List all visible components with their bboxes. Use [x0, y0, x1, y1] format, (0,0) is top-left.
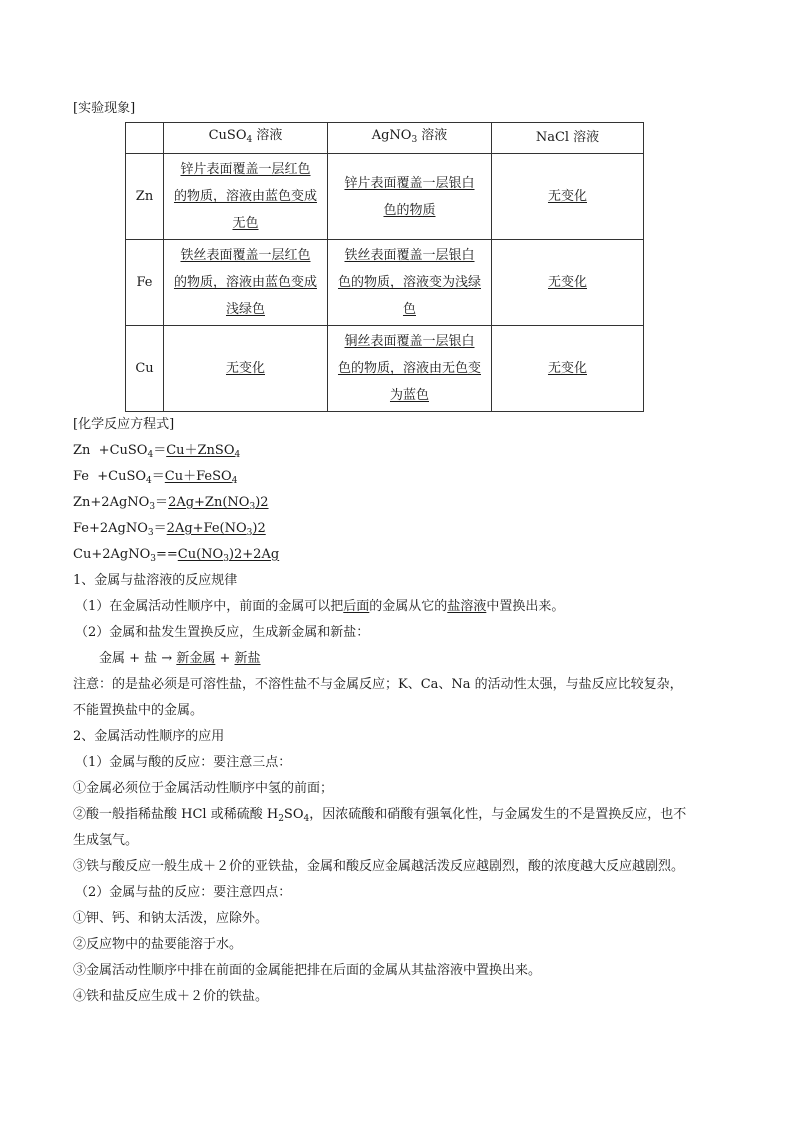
salt-heading: （2）金属与盐的反应：要注意四点： [75, 885, 292, 900]
header-cuso4: CuSO$_4$ 溶液 [164, 123, 328, 154]
section-observations: [实验现象] [73, 101, 136, 116]
application-heading: 2、金属活动性顺序的应用 [73, 729, 225, 744]
document-page [73, 96, 733, 1010]
note-line-1: 注意：的是盐必须是可溶性盐，不溶性盐不与金属反应；K、Ca、Na 的活动性太强，与盐反应比较复杂， [73, 677, 683, 692]
rule-heading: 1、金属与盐溶液的反应规律 [73, 573, 238, 588]
rule-formula: 金属 + 盐 → 新金属 + 新盐 [99, 651, 261, 666]
salt-point-1: ①钾、钙、和钠太活泼，应除外。 [73, 911, 269, 926]
equation-line: Fe +CuSO$_4$＝Cu＋FeSO$_4$ [73, 469, 238, 486]
metal-label: Fe [126, 240, 164, 326]
note-line-2: 不能置换盐中的金属。 [73, 703, 204, 718]
header-agno3: AgNO$_3$ 溶液 [328, 123, 492, 154]
table-cell: 铁丝表面覆盖一层银白 色的物质，溶液变为浅绿 色 [328, 240, 492, 326]
table-row [126, 240, 644, 326]
table-cell: 锌片表面覆盖一层红色 的物质，溶液由蓝色变成 无色 [164, 154, 328, 240]
table-cell: 无变化 [492, 240, 644, 326]
acid-point-1: ①金属必须位于金属活动性顺序中氢的前面； [73, 781, 334, 796]
rule-1: （1）在金属活动性顺序中，前面的金属可以把后面的金属从它的盐溶液中置换出来。 [75, 599, 565, 614]
equation-line: $Cu+2AgNO_3==Cu(NO_3)2+2Ag$ [73, 547, 280, 564]
observation-table [125, 122, 644, 412]
acid-point-2-cont: 生成氢气。 [73, 833, 139, 848]
equation-line: $Fe+2AgNO_3=2Ag+Fe(NO_3)2$ [73, 521, 266, 538]
salt-point-2: ②反应物中的盐要能溶于水。 [73, 937, 243, 952]
table-cell: 铁丝表面覆盖一层红色 的物质，溶液由蓝色变成 浅绿色 [164, 240, 328, 326]
equation-line: Zn +CuSO$_4$＝Cu＋ZnSO$_4$ [73, 443, 241, 460]
salt-point-3: ③金属活动性顺序中排在前面的金属能把排在后面的金属从其盐溶液中置换出来。 [73, 963, 542, 978]
table-cell: 无变化 [492, 154, 644, 240]
table-corner-cell [126, 123, 164, 154]
table-cell: 无变化 [164, 326, 328, 412]
salt-point-4: ④铁和盐反应生成＋２价的铁盐。 [73, 989, 269, 1004]
acid-point-2: ②酸一般指稀盐酸 HCl 或稀硫酸 $H_2SO_4$，因浓硫酸和硝酸有强氧化性，与金属发生的不是置换反应，也不 [73, 807, 687, 824]
table-header-row [126, 123, 644, 154]
table-cell: 无变化 [492, 326, 644, 412]
header-nacl: NaCl 溶液 [492, 123, 644, 154]
table-row [126, 326, 644, 412]
table-cell: 锌片表面覆盖一层银白 色的物质 [328, 154, 492, 240]
acid-point-3: ③铁与酸反应一般生成＋２价的亚铁盐，金属和酸反应金属越活泼反应越剧烈，酸的浓度越大反应越剧烈。 [73, 859, 685, 874]
metal-label: Cu [126, 326, 164, 412]
table-cell: 铜丝表面覆盖一层银白 色的物质，溶液由无色变 为蓝色 [328, 326, 492, 412]
rule-2: （2）金属和盐发生置换反应，生成新金属和新盐： [75, 625, 370, 640]
acid-heading: （1）金属与酸的反应：要注意三点： [75, 755, 292, 770]
section-equations: [化学反应方程式] [73, 417, 175, 432]
metal-label: Zn [126, 154, 164, 240]
table-row [126, 154, 644, 240]
equation-line: $Zn+2AgNO_3=2Ag+Zn(NO_3)2$ [73, 495, 269, 512]
